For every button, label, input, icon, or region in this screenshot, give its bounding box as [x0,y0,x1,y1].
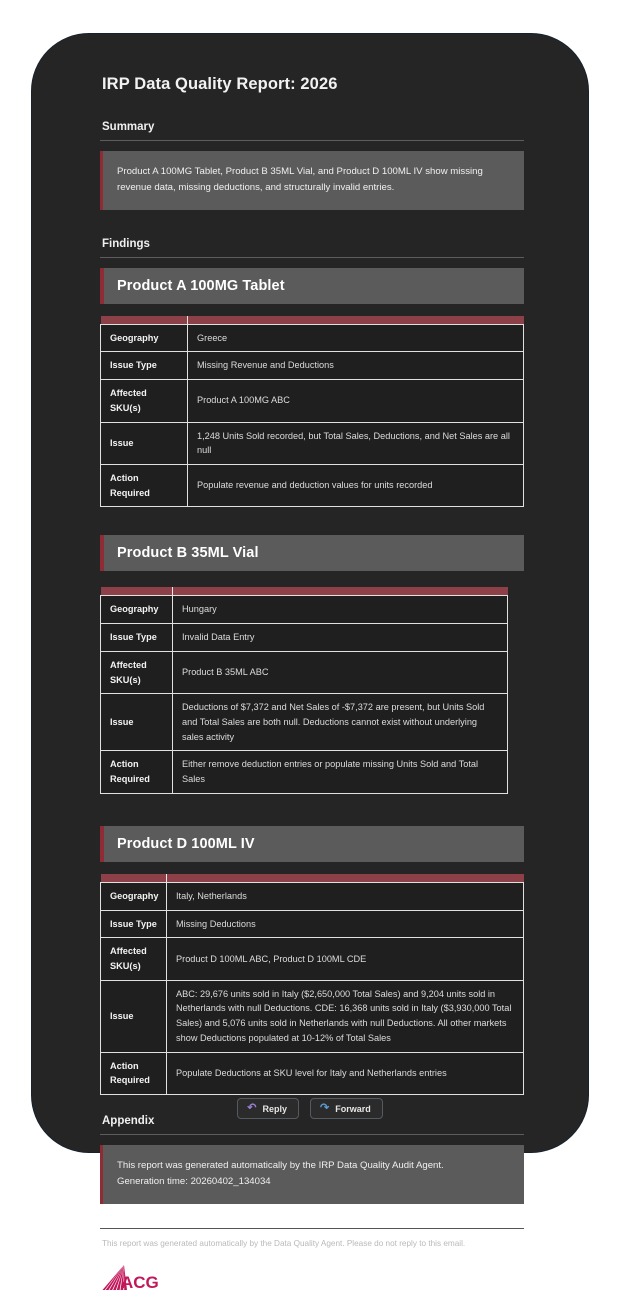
table-row [101,694,508,751]
acg-logo-text: ACG [121,1273,159,1293]
summary-text: Product A 100MG Tablet, Product B 35ML Vial, and Product D 100ML IV show missing revenue data, missing deductions, and structurally invalid entries. [117,166,483,193]
row-value: Invalid Data Entry [173,624,508,652]
row-label: Action Required [101,1052,167,1094]
row-label: Issue [101,980,167,1052]
appendix-line-1: This report was generated automatically by the IRP Data Quality Audit Agent. [117,1160,444,1172]
row-label: Affected SKU(s) [101,938,167,980]
summary-heading: Summary [102,121,155,133]
row-label: Issue Type [101,624,173,652]
row-label: Issue [101,422,188,464]
appendix-line-2: Generation time: 20260402_134034 [117,1175,271,1187]
table-row [101,464,524,506]
table-row [101,324,524,352]
row-label: Action Required [101,464,188,506]
email-card [31,33,589,1293]
page-title: IRP Data Quality Report: 2026 [102,75,338,93]
table-row [101,651,508,693]
row-label: Geography [101,324,188,352]
row-value: Populate Deductions at SKU level for Italy and Netherlands entries [167,1052,524,1094]
row-label: Affected SKU(s) [101,651,173,693]
table-header-strip [101,874,524,883]
row-value: 1,248 Units Sold recorded, but Total Sales, Deductions, and Net Sales are all null [188,422,524,464]
row-value: ABC: 29,676 units sold in Italy ($2,650,000 Total Sales) and 9,204 units sold in Netherlands with null Deductions. CDE: 16,368 units sold in Italy ($3,930,000 Total Sales) and 5,076 units sold in Netherlands with null Deductions. All other markets show Deductions populated at 10-12% of Total Sales [167,980,524,1052]
row-label: Geography [101,882,167,910]
row-label: Action Required [101,751,173,793]
row-value: Greece [188,324,524,352]
row-value: Product A 100MG ABC [188,380,524,422]
product-header-b: Product B 35ML Vial [100,535,524,571]
appendix-callout [100,1145,524,1204]
summary-callout [100,151,524,210]
row-label: Affected SKU(s) [101,380,188,422]
table-row [101,910,524,938]
findings-heading: Findings [102,237,150,250]
row-value: Italy, Netherlands [167,882,524,910]
reply-button[interactable] [237,1098,299,1119]
findings-table-a [100,316,524,508]
table-row [101,882,524,910]
summary-divider [100,140,524,141]
table-row [101,380,524,422]
row-value: Deductions of $7,372 and Net Sales of -$7,372 are present, but Units Sold and Total Sales are both null. Deductions cannot exist without underlying sales activity [173,694,508,751]
acg-logo [100,1263,524,1293]
row-value: Product D 100ML ABC, Product D 100ML CDE [167,938,524,980]
acg-logo-icon [102,1263,164,1291]
row-label: Issue Type [101,910,167,938]
table-row [101,1052,524,1094]
table-row [101,980,524,1052]
row-value: Missing Deductions [167,910,524,938]
row-value: Missing Revenue and Deductions [188,352,524,380]
appendix-heading: Appendix [102,1115,155,1128]
findings-table-b [100,587,508,793]
forward-button[interactable] [310,1098,383,1119]
table-row [101,624,508,652]
row-label: Geography [101,596,173,624]
row-value: Product B 35ML ABC [173,651,508,693]
table-row [101,352,524,380]
row-value: Populate revenue and deduction values for units recorded [188,464,524,506]
reply-arrow-icon: ↶ [247,1102,257,1114]
table-header-strip [101,316,524,325]
email-action-bar [32,1098,588,1119]
forward-button-label: Forward [335,1103,371,1114]
row-label: Issue [101,694,173,751]
product-header-a: Product A 100MG Tablet [100,268,524,304]
row-value: Either remove deduction entries or populate missing Units Sold and Total Sales [173,751,508,793]
reply-button-label: Reply [262,1103,287,1114]
row-label: Issue Type [101,352,188,380]
findings-divider [100,257,524,258]
appendix-divider [100,1134,524,1135]
table-header-strip [101,587,508,596]
table-row [101,596,508,624]
table-row [101,751,508,793]
findings-table-d [100,874,524,1095]
table-row [101,938,524,980]
product-header-d: Product D 100ML IV [100,826,524,862]
table-row [101,422,524,464]
footer-divider [100,1228,524,1229]
forward-arrow-icon: ↷ [320,1102,330,1114]
row-value: Hungary [173,596,508,624]
footer-disclaimer: This report was generated automatically by the Data Quality Agent. Please do not reply to this email. [102,1238,466,1248]
